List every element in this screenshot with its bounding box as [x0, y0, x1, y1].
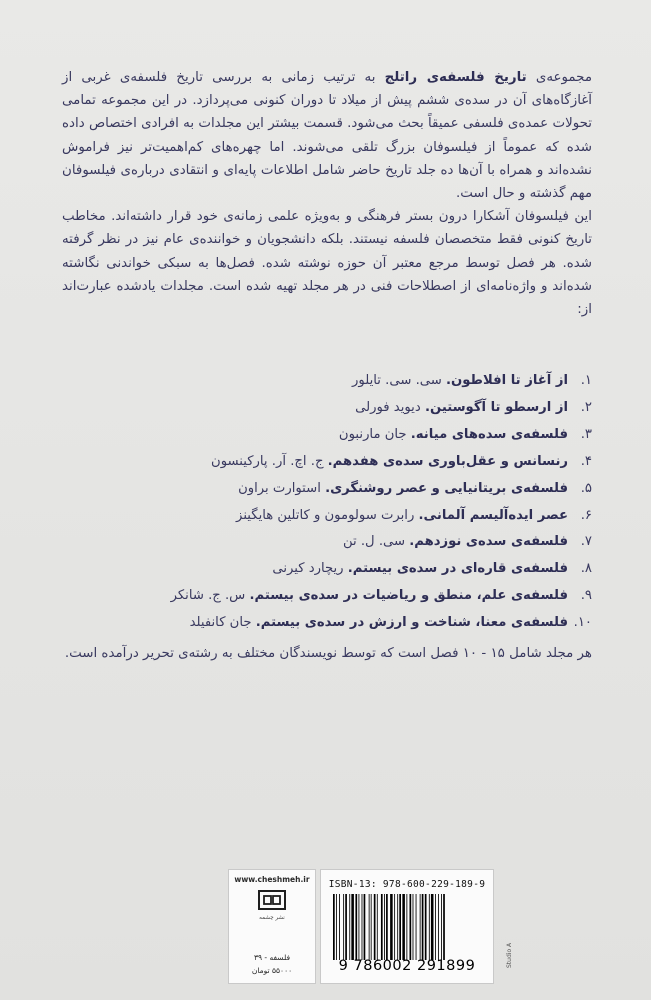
volume-number: ۵. [580, 480, 592, 496]
volume-item [62, 556, 592, 583]
volume-item [62, 422, 592, 449]
barcode-panel [320, 869, 494, 984]
volume-item [62, 449, 592, 476]
barcode-icon [331, 894, 483, 960]
volume-title: فلسفه‌ی بریتانیایی و عصر روشنگری. [325, 480, 568, 496]
volume-title: از ارسطو تا آگوستین. [424, 399, 568, 415]
intro-paragraph-2: این فیلسوفان آشکارا درون بستر فرهنگی و به‌ویژه علمی زمانه‌ی خود قرار داشته‌اند. مخاطب تاریخ کنونی فقط متخصصان فلسفه نیستند. بلکه دانشجویان و خواننده‌ی عام نیز در نظر گرفته شده. هر فصل توسط مرجع معتبر آن حوزه نوشته شده. فصل‌ها به سبکی خواندنی نگاشته شده‌اند و واژه‌نامه‌ای از اصطلاحات فنی در هر مجلد تهیه شده است. مجلدات یادشده عبارت‌اند از: [62, 209, 592, 318]
barcode-digits: 9 786002 291899 [338, 958, 476, 974]
volume-author: سی. ل. تن [342, 534, 406, 550]
volume-author: جان مارنبون [338, 426, 407, 442]
volume-title: فلسفه‌ی قاره‌ای در سده‌ی بیستم. [347, 561, 568, 577]
designer-credit: Studio A [506, 942, 513, 968]
volume-author: س. ج. شانکر [170, 588, 246, 604]
volume-title: فلسفه‌ی علم، منطق و ریاضیات در سده‌ی بیستم. [249, 588, 568, 604]
volume-item [62, 395, 592, 422]
volume-number: ۶. [580, 507, 592, 523]
volume-author: رابرت سولومون و کاتلین هایگینز [236, 507, 415, 523]
volume-title: عصر ایده‌آلیسم آلمانی. [418, 507, 568, 523]
closing-text [62, 642, 592, 665]
volume-item [62, 529, 592, 556]
volume-author: استوارت براون [238, 480, 321, 496]
price: ۵۵۰۰۰ تومان [251, 966, 293, 975]
volume-title: از آغاز تا افلاطون. [446, 373, 568, 388]
publisher-panel [228, 869, 316, 984]
volume-item [62, 610, 592, 637]
volume-item [62, 368, 592, 395]
volume-number: ۳. [580, 426, 592, 442]
volume-number: ۷. [580, 534, 592, 550]
volume-author: سی. سی. تایلور [352, 373, 442, 388]
volume-author: جان کانفیلد [189, 615, 252, 631]
isbn-label: ISBN-13: 978-600-229-189-9 [328, 879, 486, 890]
publisher-logo-icon [258, 889, 286, 911]
series-title: تاریخ فلسفه‌ی راتلج [384, 70, 527, 85]
intro-paragraph-1 [62, 66, 592, 205]
volume-title: فلسفه‌ی سده‌های میانه. [410, 426, 568, 442]
volume-author: ج. اچ. آر. پارکینسون [211, 453, 324, 469]
intro-p1-start: مجموعه‌ی [526, 70, 592, 85]
closing-paragraph: هر مجلد شامل ۱۵ - ۱۰ فصل است که توسط نویسندگان مختلف به رشته‌ی تحریر درآمده است. [64, 646, 592, 661]
intro-p1-rest: به ترتیب زمانی به بررسی تاریخ فلسفه‌ی غربی از آغازگاه‌های آن در سده‌ی ششم پیش از میلاد تا دوران کنونی می‌پردازد. در این مجموعه تمامی تحولات عمده‌ی فلسفی عمیقاً بحث می‌شود. قسمت بیشتر این مجلدات به افرادی اختصاص داده شده که عموماً از فیلسوفان بزرگ تلقی می‌شوند. اما چهره‌های کم‌اهمیت‌تر نیز فراموش نشده‌اند و همراه با آن‌ها ده جلد تاریخ حاضر شامل اطلاعات پایه‌ای و انتقادی درباره‌ی فیلسوفان مهم گذشته و حال است. [62, 70, 592, 202]
intro-text [62, 66, 592, 321]
volume-list [62, 368, 592, 637]
volume-title: رنسانس و عقل‌باوری سده‌ی هفدهم. [327, 453, 568, 469]
volume-number: ۱. [580, 373, 592, 388]
volume-author: دیوید فورلی [355, 399, 421, 415]
volume-number: ۹. [580, 588, 592, 604]
volume-item [62, 476, 592, 503]
volume-number: ۲. [580, 399, 592, 415]
volume-number: ۴. [580, 453, 592, 469]
volume-number: ۸. [580, 561, 592, 577]
volume-item [62, 583, 592, 610]
volume-author: ریچارد کیرنی [272, 561, 344, 577]
volume-item [62, 503, 592, 530]
publisher-name: نشر چشمه [259, 915, 285, 921]
volume-title: فلسفه‌ی معنا، شناخت و ارزش در سده‌ی بیستم. [255, 615, 568, 631]
series-number: فلسفه - ۳۹ [253, 953, 291, 962]
publisher-url: www.cheshmeh.ir [234, 875, 310, 884]
volume-title: فلسفه‌ی سده‌ی نوزدهم. [409, 534, 568, 550]
volume-number: ۱۰. [573, 615, 592, 631]
